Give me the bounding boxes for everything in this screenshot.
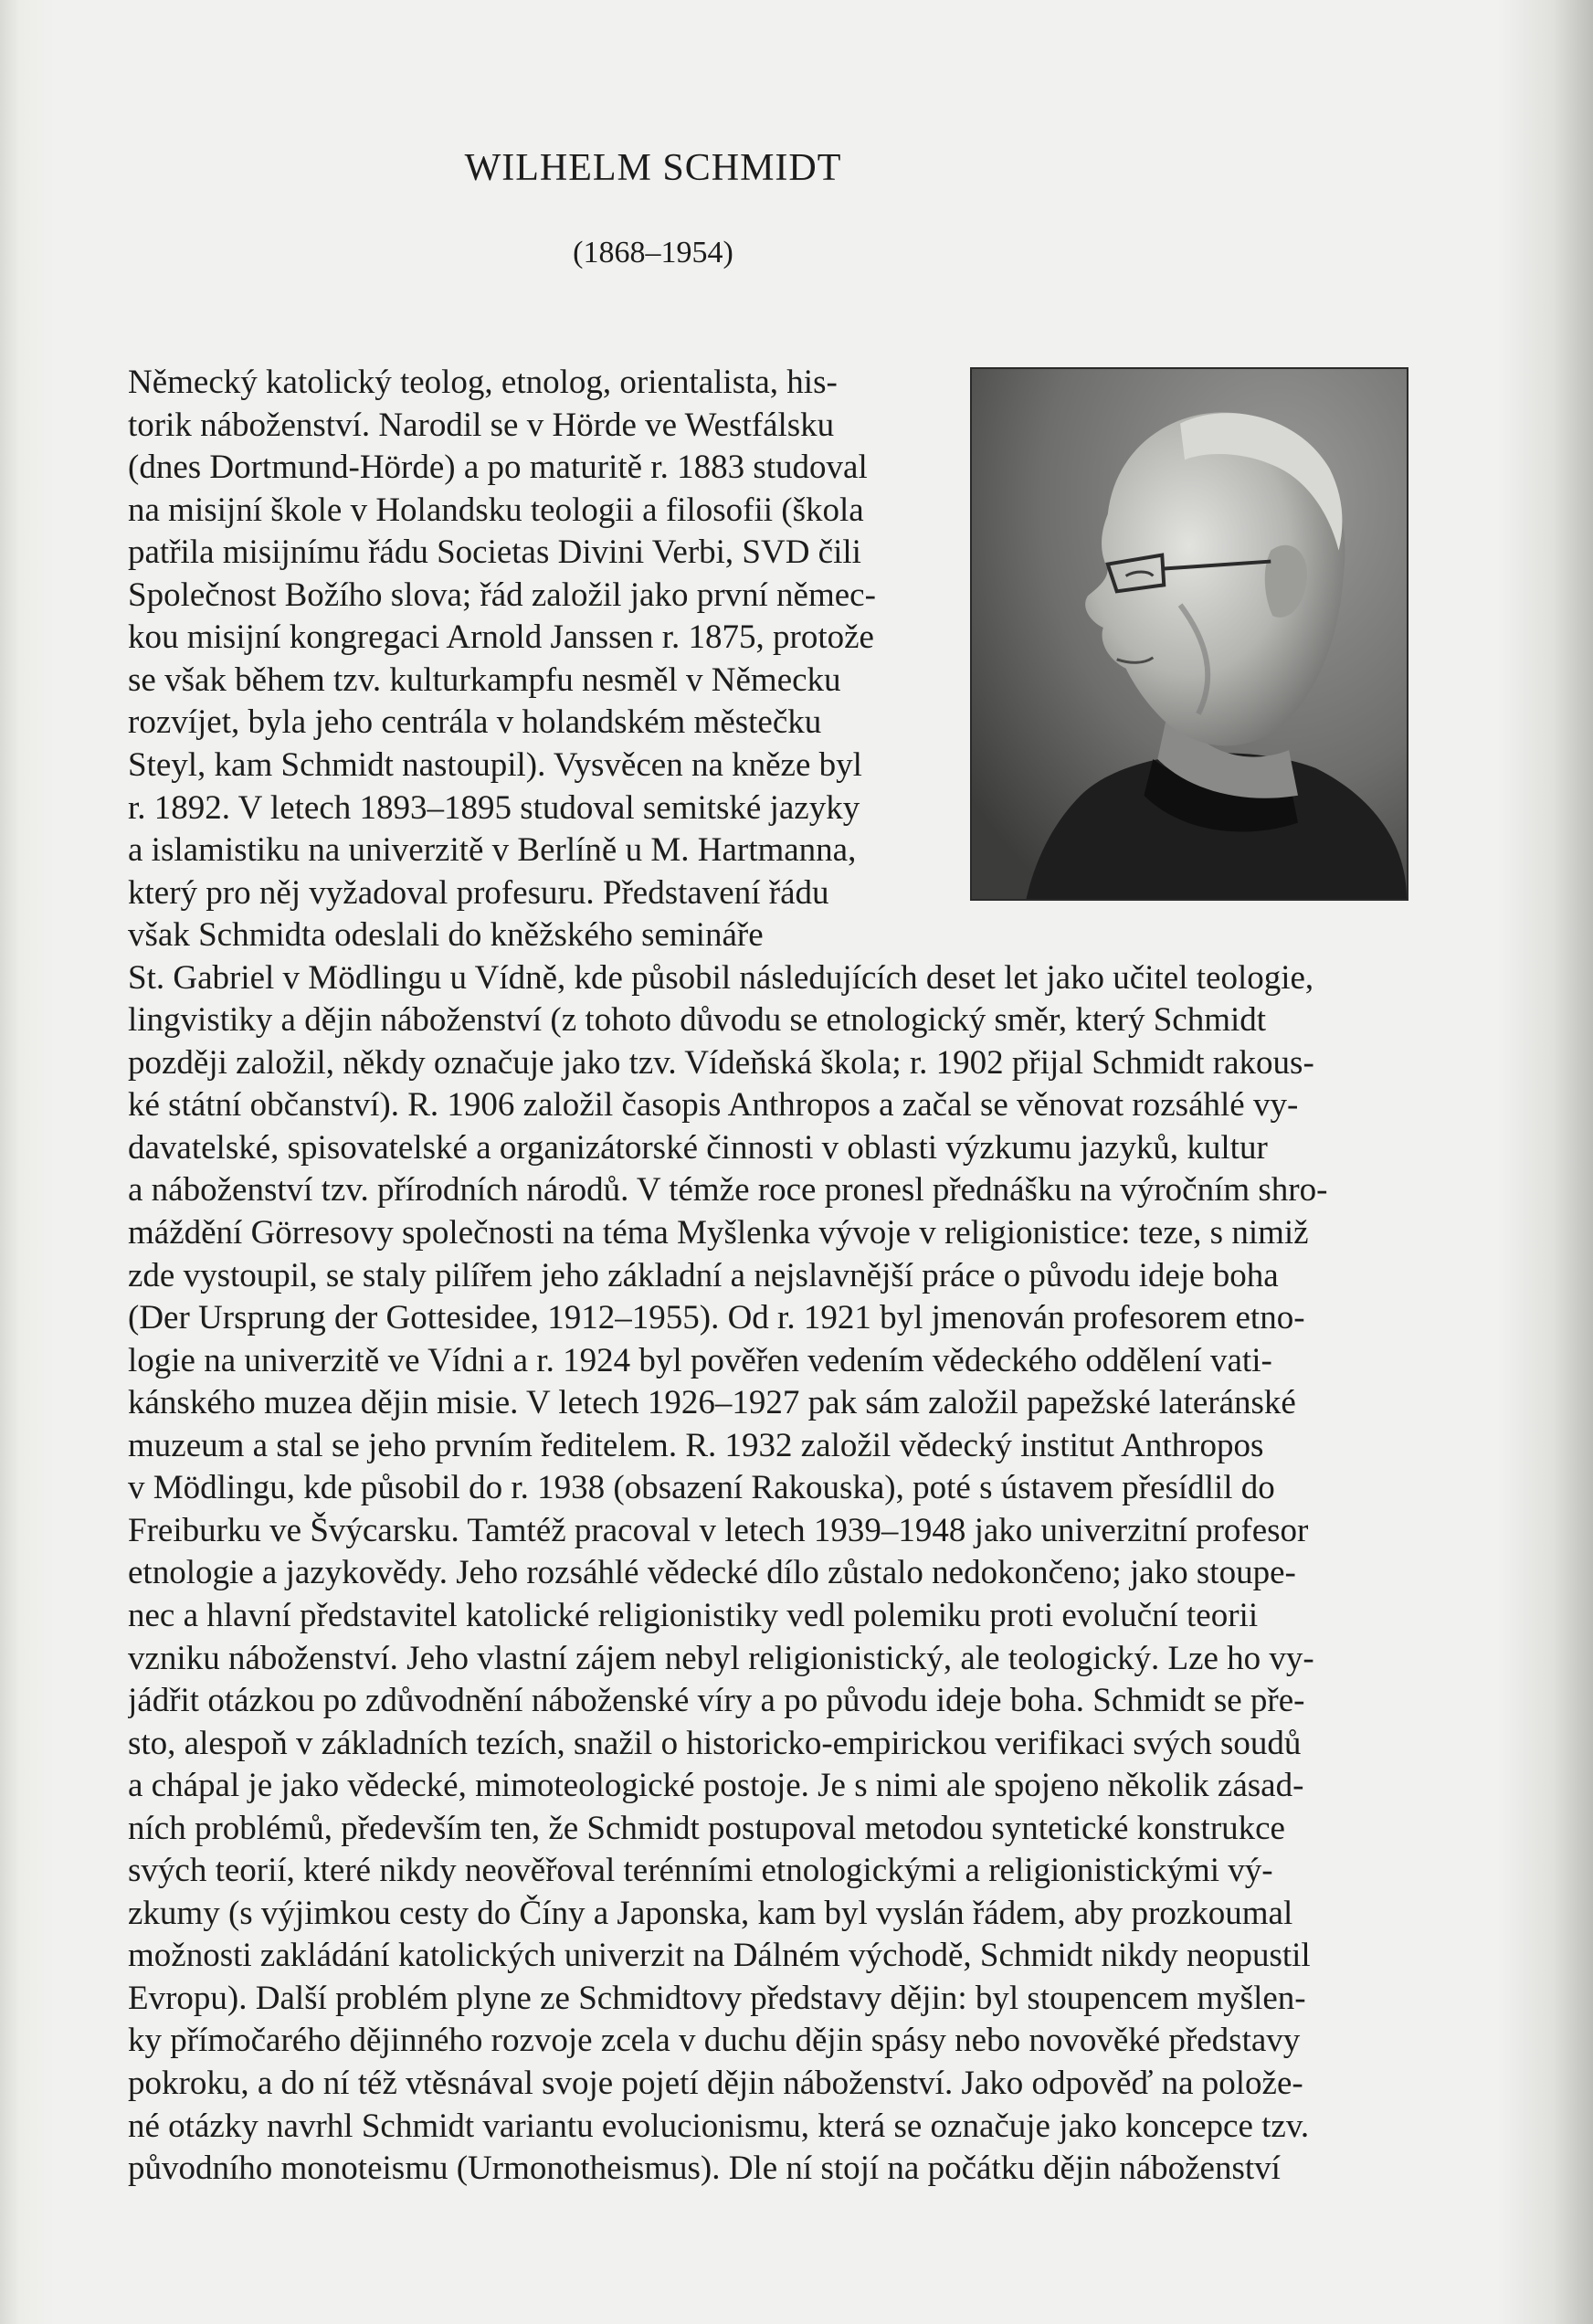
text-line: kou misijní kongregaci Arnold Janssen r. 1875, protože — [128, 618, 874, 657]
text-line: možnosti zakládání katolických univerzit na Dálném východě, Schmidt nikdy neopustil — [128, 1937, 1311, 1975]
text-line: torik náboženství. Narodil se v Hörde ve Westfálsku — [128, 406, 835, 444]
text-line: Evropu). Další problém plyne ze Schmidtovy představy dějin: byl stoupencem myšlen- — [128, 1979, 1306, 2017]
chapter-title: WILHELM SCHMIDT — [464, 147, 842, 189]
text-line: né otázky navrhl Schmidt variantu evolucionismu, která se označuje jako koncepce tzv. — [128, 2107, 1310, 2145]
text-line: ky přímočarého dějinného rozvoje zcela v duchu dějin spásy nebo novověké představy — [128, 2022, 1301, 2060]
text-line: patřila misijnímu řádu Societas Divini Verbi, SVD čili — [128, 533, 861, 572]
text-line: v Mödlingu, kde působil do r. 1938 (obsazení Rakouska), poté s ústavem přesídlil do — [128, 1469, 1275, 1507]
text-line: (dnes Dortmund-Hörde) a po maturitě r. 1883 studoval — [128, 449, 868, 487]
text-line: lingvistiky a dějin náboženství (z tohoto důvodu se etnologický směr, který Schmidt — [128, 1001, 1267, 1040]
text-line: později založil, někdy označuje jako tzv. Vídeňská škola; r. 1902 přijal Schmidt rakous- — [128, 1043, 1314, 1082]
text-line: Německý katolický teolog, etnolog, orientalista, his- — [128, 364, 838, 401]
text-line: ních problémů, především ten, že Schmidt postupoval metodou syntetické konstrukce — [128, 1809, 1285, 1847]
text-line: sto, alespoň v základních tezích, snažil o historicko-empirickou verifikaci svých soudů — [128, 1724, 1302, 1762]
text-line: nec a hlavní představitel katolické religionistiky vedl polemiku proti evoluční teorii — [128, 1596, 1259, 1634]
text-line: Steyl, kam Schmidt nastoupil). Vysvěcen na kněze byl — [128, 745, 862, 784]
text-line: r. 1892. V letech 1893–1895 studoval semitské jazyky — [128, 788, 860, 827]
text-line: svých teorií, které nikdy neověřoval terénními etnologickými a religionistickými vý- — [128, 1852, 1273, 1890]
portrait-image — [972, 369, 1407, 899]
text-line: Freiburku ve Švýcarsku. Tamtéž pracoval v letech 1939–1948 jako univerzitní profesor — [128, 1511, 1309, 1549]
text-line: který pro něj vyžadoval profesuru. Představení řádu — [128, 873, 829, 912]
text-line: Společnost Božího slova; řád založil jako první němec- — [128, 576, 876, 614]
text-line: vzniku náboženství. Jeho vlastní zájem nebyl religionistický, ale teologický. Lze ho vy- — [128, 1639, 1314, 1677]
text-line: však Schmidta odeslali do kněžského semináře — [128, 916, 764, 955]
text-line: a islamistiku na univerzitě v Berlíně u M. Hartmanna, — [128, 831, 857, 870]
text-line: rozvíjet, byla jeho centrála v holandském městečku — [128, 703, 822, 742]
text-line: na misijní škole v Holandsku teologii a filosofii (škola — [128, 491, 864, 529]
text-line: davatelské, spisovatelské a organizátorské činnosti v oblasti výzkumu jazyků, kultur — [128, 1128, 1268, 1167]
text-line: ké státní občanství). R. 1906 založil časopis Anthropos a začal se věnovat rozsáhlé vy- — [128, 1086, 1299, 1125]
text-line: kánského muzea dějin misie. V letech 1926–1927 pak sám založil papežské lateránské — [128, 1384, 1296, 1422]
life-dates: (1868–1954) — [573, 236, 733, 269]
text-line: zde vystoupil, se staly pilířem jeho základní a nejslavnější práce o původu ideje boha — [128, 1256, 1279, 1294]
text-line: muzeum a stal se jeho prvním ředitelem. R. 1932 založil vědecký institut Anthropos — [128, 1426, 1264, 1464]
text-line: St. Gabriel v Mödlingu u Vídně, kde působil následujících deset let jako učitel teologie, — [128, 958, 1314, 997]
text-line: (Der Ursprung der Gottesidee, 1912–1955). Od r. 1921 byl jmenován profesorem etno- — [128, 1299, 1305, 1337]
text-line: jádřit otázkou po zdůvodnění náboženské víry a po původu ideje boha. Schmidt se pře- — [128, 1682, 1305, 1720]
text-line: máždění Görresovy společnosti na téma Myšlenka vývoje v religionistice: teze, s nimiž — [128, 1214, 1309, 1252]
text-line: původního monoteismu (Urmonotheismus). Dle ní stojí na počátku dějin náboženství — [128, 2150, 1281, 2188]
text-line: a chápal je jako vědecké, mimoteologické postoje. Je s nimi ale spojeno několik zásad- — [128, 1767, 1304, 1805]
portrait-photo — [970, 367, 1408, 901]
text-line: a náboženství tzv. přírodních národů. V témže roce pronesl přednášku na výročním shro- — [128, 1171, 1328, 1210]
text-line: se však během tzv. kulturkampfu nesměl v Německu — [128, 660, 841, 699]
text-line: logie na univerzitě ve Vídni a r. 1924 byl pověřen vedením vědeckého oddělení vati- — [128, 1341, 1272, 1379]
text-line: zkumy (s výjimkou cesty do Číny a Japonska, kam byl vyslán řádem, aby prozkoumal — [128, 1894, 1293, 1932]
text-line: pokroku, a do ní též vtěsnával svoje pojetí dějin náboženství. Jako odpověď na polože- — [128, 2065, 1303, 2102]
text-line: etnologie a jazykovědy. Jeho rozsáhlé vědecké dílo zůstalo nedokončeno; jako stoupe- — [128, 1554, 1296, 1592]
